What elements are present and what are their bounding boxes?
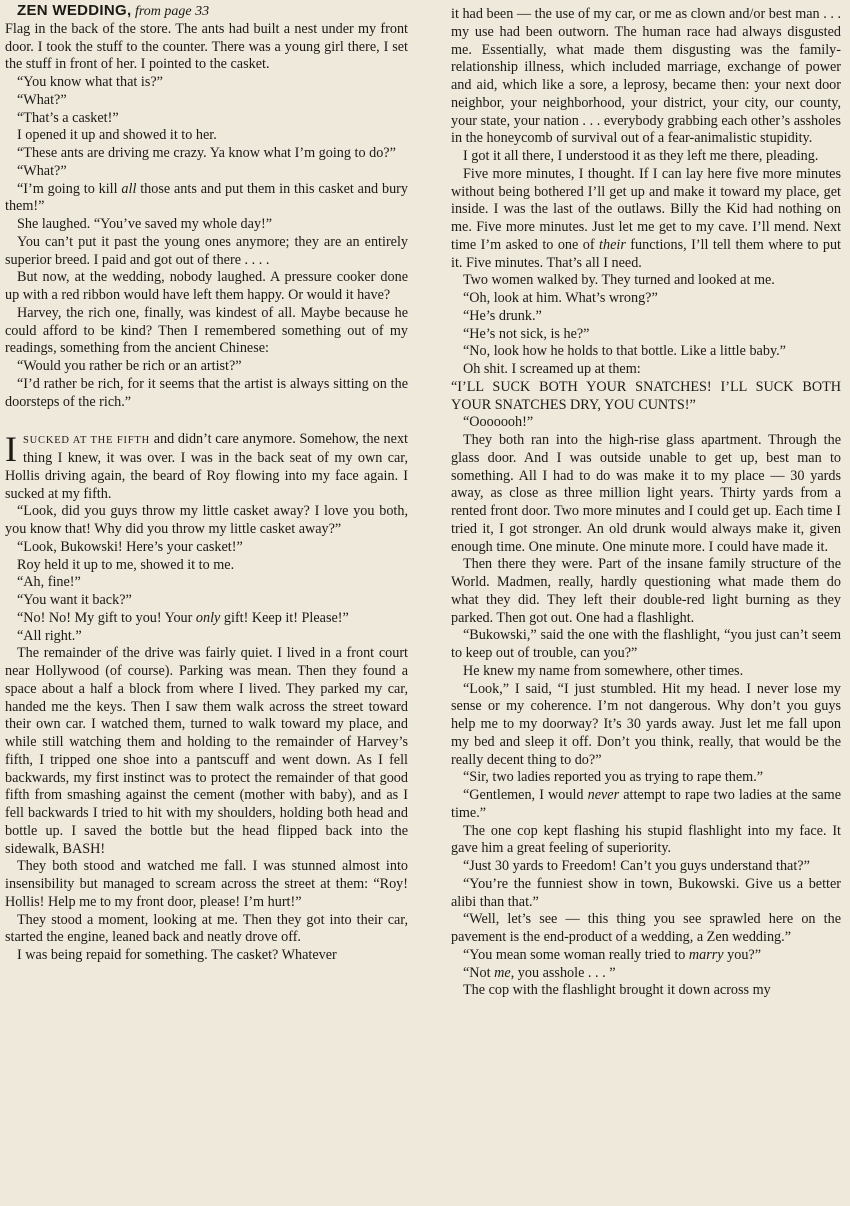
paragraph: “Look, did you guys throw my little casket away? I love you both, you know that! Why did you throw my little casket away?” bbox=[5, 503, 408, 537]
paragraph bbox=[451, 965, 841, 983]
paragraph: I opened it up and showed it to her. bbox=[17, 127, 217, 144]
paragraph bbox=[5, 181, 408, 217]
text-span: attempt to rape two ladies at the same time.” bbox=[451, 787, 842, 821]
paragraph: “These ants are driving me crazy. Ya know what I’m going to do?” bbox=[17, 145, 396, 161]
paragraph: “What?” bbox=[17, 91, 67, 108]
text-span: “Not bbox=[463, 964, 495, 981]
paragraph: She laughed. “You’ve saved my whole day!” bbox=[17, 216, 273, 232]
section-opening-paragraph bbox=[5, 431, 408, 503]
paragraph: They both stood and watched me fall. I was stunned almost into insensibility but managed to scream across the street at them: “Roy! Hollis! Help me to my front door, please! I’m hurt!” bbox=[5, 858, 408, 910]
paragraph: “Ah, fine!” bbox=[17, 574, 81, 591]
paragraph: Oh shit. I screamed up at them: bbox=[463, 361, 641, 377]
text-span: you?” bbox=[723, 946, 762, 963]
paragraph: “Oh, look at him. What’s wrong?” bbox=[463, 290, 658, 306]
paragraph: “Ooooooh!” bbox=[463, 414, 534, 431]
paragraph: “Would you rather be rich or an artist?” bbox=[17, 358, 242, 374]
paragraph: They stood a moment, looking at me. Then they got into their car, started the engine, leaned back and neatly drove off. bbox=[5, 911, 408, 946]
paragraph: it had been — the use of my car, or me as clown and/or best man . . . my use had been outworn. The human race had always disgusted me. Essentially, what made them disgusting was the family-relationship illness, which included marriage, exchange of power and aid, which like a sore, a leprosy, became then: your next door neighbor, your neighborhood, your district, your city, our county, your state, your nation . . . everybody grabbing each other’s assholes in the honeycomb of survival out of a fear-animalistic stupidity. bbox=[451, 6, 841, 147]
paragraph: “All right.” bbox=[17, 627, 82, 644]
emphasis: only bbox=[195, 609, 221, 626]
paragraph bbox=[5, 610, 408, 628]
text-span: “You mean some woman really tried to bbox=[463, 946, 689, 963]
header-title: ZEN WEDDING, bbox=[17, 2, 132, 19]
paragraph: I got it all there, I understood it as they left me there, pleading. bbox=[463, 148, 819, 164]
paragraph: “You want it back?” bbox=[17, 592, 132, 608]
text-span: Five more minutes, I thought. If I can lay here five more minutes without being bothered I’ll get up and make it toward my place, get inside. I was the last of the outlaws. Billy the Kid had nothing on me. Five more minutes. Just let me get to my cave. I’ll mend. Next time I’m asked to one of bbox=[451, 165, 841, 253]
text-span: “No! No! My gift to you! Your bbox=[17, 609, 196, 626]
text-span: functions, I’ll tell them where to put it. Five minutes. That’s all I need. bbox=[451, 236, 841, 271]
paragraph: He knew my name from somewhere, other times. bbox=[463, 662, 744, 679]
paragraph: Two women walked by. They turned and looked at me. bbox=[463, 272, 775, 289]
paragraph bbox=[451, 787, 841, 823]
emphasis: their bbox=[599, 236, 626, 253]
paragraph: “Well, let’s see — this thing you see sprawled here on the pavement is the end-product of a wedding, a Zen wedding.” bbox=[451, 911, 841, 945]
paragraph: The one cop kept flashing his stupid flashlight into my face. It gave him a great feeling of superiority. bbox=[451, 822, 841, 857]
paragraph: “What?” bbox=[17, 162, 67, 179]
text-span: gift! Keep it! Please!” bbox=[220, 609, 349, 626]
paragraph: “You’re the funniest show in town, Bukowski. Give us a better alibi than that.” bbox=[451, 875, 841, 910]
paragraph: “Look,” I said, “I just stumbled. Hit my head. I never lose my sense or my coherence. I’m not dangerous. Why don’t you guys help me to my doorway? It’s 30 yards away. Just let me fall upon my bed and sleep it off. Don’t you think, really, that would be the really decent thing to do?” bbox=[451, 680, 841, 768]
paragraph: “Sir, two ladies reported you as trying to rape them.” bbox=[463, 769, 764, 786]
paragraph: I was being repaid for something. The casket? Whatever bbox=[17, 947, 337, 963]
paragraph bbox=[451, 947, 841, 965]
paragraph: But now, at the wedding, nobody laughed. A pressure cooker done up with a red ribbon would have left them happy. Or would it have? bbox=[5, 269, 408, 303]
paragraph-shout: “I’LL SUCK BOTH YOUR SNATCHES! I’LL SUCK BOTH YOUR SNATCHES DRY, YOU CUNTS!” bbox=[451, 378, 841, 413]
text-span: “Gentlemen, I would bbox=[463, 787, 588, 803]
text-span: “I’m going to kill bbox=[17, 180, 122, 197]
emphasis: marry bbox=[688, 946, 724, 963]
right-column bbox=[451, 0, 841, 1000]
paragraph: “That’s a casket!” bbox=[17, 109, 119, 126]
paragraph: “You know what that is?” bbox=[17, 74, 163, 90]
emphasis: never bbox=[587, 787, 620, 803]
text-span: , you asshole . . . ” bbox=[510, 964, 616, 981]
paragraph: “He’s not sick, is he?” bbox=[463, 325, 590, 342]
paragraph: “Look, Bukowski! Here’s your casket!” bbox=[17, 538, 243, 555]
paragraph: The remainder of the drive was fairly quiet. I lived in a front court near Hollywood (of course). Parking was mean. Then they found a space about a half a block from where I lived. They parked my car, handed me the keys. Then I saw them walk across the street toward their own car. I watched them, turned to walk toward my place, and while still watching them and holding to the remainder of Harvey’s fifth, I tripped one shoe into a pantscuff and went down. As I fell backwards, my first instinct was to protect the remainder of that good fifth from smashing against the cement (mother with baby), and as I fell backwards I tried to hit with my shoulders, holding both head and bottle up. I saved the bottle but the head flipped back into the sidewalk, BASH! bbox=[5, 645, 408, 857]
paragraph: “I’d rather be rich, for it seems that the artist is always sitting on the doorsteps of the rich.” bbox=[5, 375, 408, 410]
paragraph: “Just 30 yards to Freedom! Can’t you guys understand that?” bbox=[463, 858, 810, 874]
text-span: and didn’t care anymore. Somehow, the next thing I knew, it was over. I was in the back seat of my own car, Hollis driving again, the beard of Roy flowing into my face again. I sucked at my fifth. bbox=[5, 431, 408, 502]
emphasis: me bbox=[494, 964, 511, 981]
running-header bbox=[5, 2, 408, 21]
paragraph: They both ran into the high-rise glass apartment. Through the glass door. And I was outside unable to get up, best man to something. All I had to do was make it to my place — 30 yards away, as close as three million light years. Thirty yards from a rented front door. Two more minutes and I could get up. Each time I tried it, I got stronger. An old drunk would always make it, given enough time. One minute. One minute more. I could have made it. bbox=[451, 432, 841, 555]
paragraph: Roy held it up to me, showed it to me. bbox=[17, 556, 235, 573]
paragraph: “He’s drunk.” bbox=[463, 307, 542, 324]
small-caps-lead: SUCKED AT THE FIFTH bbox=[23, 435, 151, 447]
paragraph bbox=[451, 166, 841, 273]
paragraph: “Bukowski,” said the one with the flashlight, “you just can’t seem to keep out of trouble, can you?” bbox=[451, 627, 841, 661]
paragraph: You can’t put it past the young ones anymore; they are an entirely superior breed. I paid and got out of there . . . . bbox=[5, 233, 408, 268]
paragraph: The cop with the flashlight brought it down across my bbox=[463, 982, 771, 999]
emphasis: all bbox=[121, 180, 137, 197]
paragraph: Flag in the back of the store. The ants had built a nest under my front door. I took the stuff to the counter. There was a young girl there, I set the stuff in front of her. I pointed to the casket. bbox=[5, 20, 408, 73]
paragraph: Harvey, the rich one, finally, was kindest of all. Maybe because he could afford to be kind? Then I remembered something out of my readings, something from the ancient Chinese: bbox=[5, 304, 408, 357]
drop-cap: I bbox=[5, 429, 17, 470]
header-from-page: from page 33 bbox=[134, 4, 210, 19]
text-span: those ants and put them in this casket and bury them!” bbox=[5, 180, 408, 215]
left-column bbox=[5, 0, 408, 965]
section-break bbox=[5, 411, 408, 431]
paragraph: Then there they were. Part of the insane family structure of the World. Madmen, really, hardly questioning what made them do what they did. They left their double-red light burning as they parked. Then got out. One had a flashlight. bbox=[451, 556, 841, 626]
paragraph: “No, look how he holds to that bottle. Like a little baby.” bbox=[463, 343, 786, 360]
